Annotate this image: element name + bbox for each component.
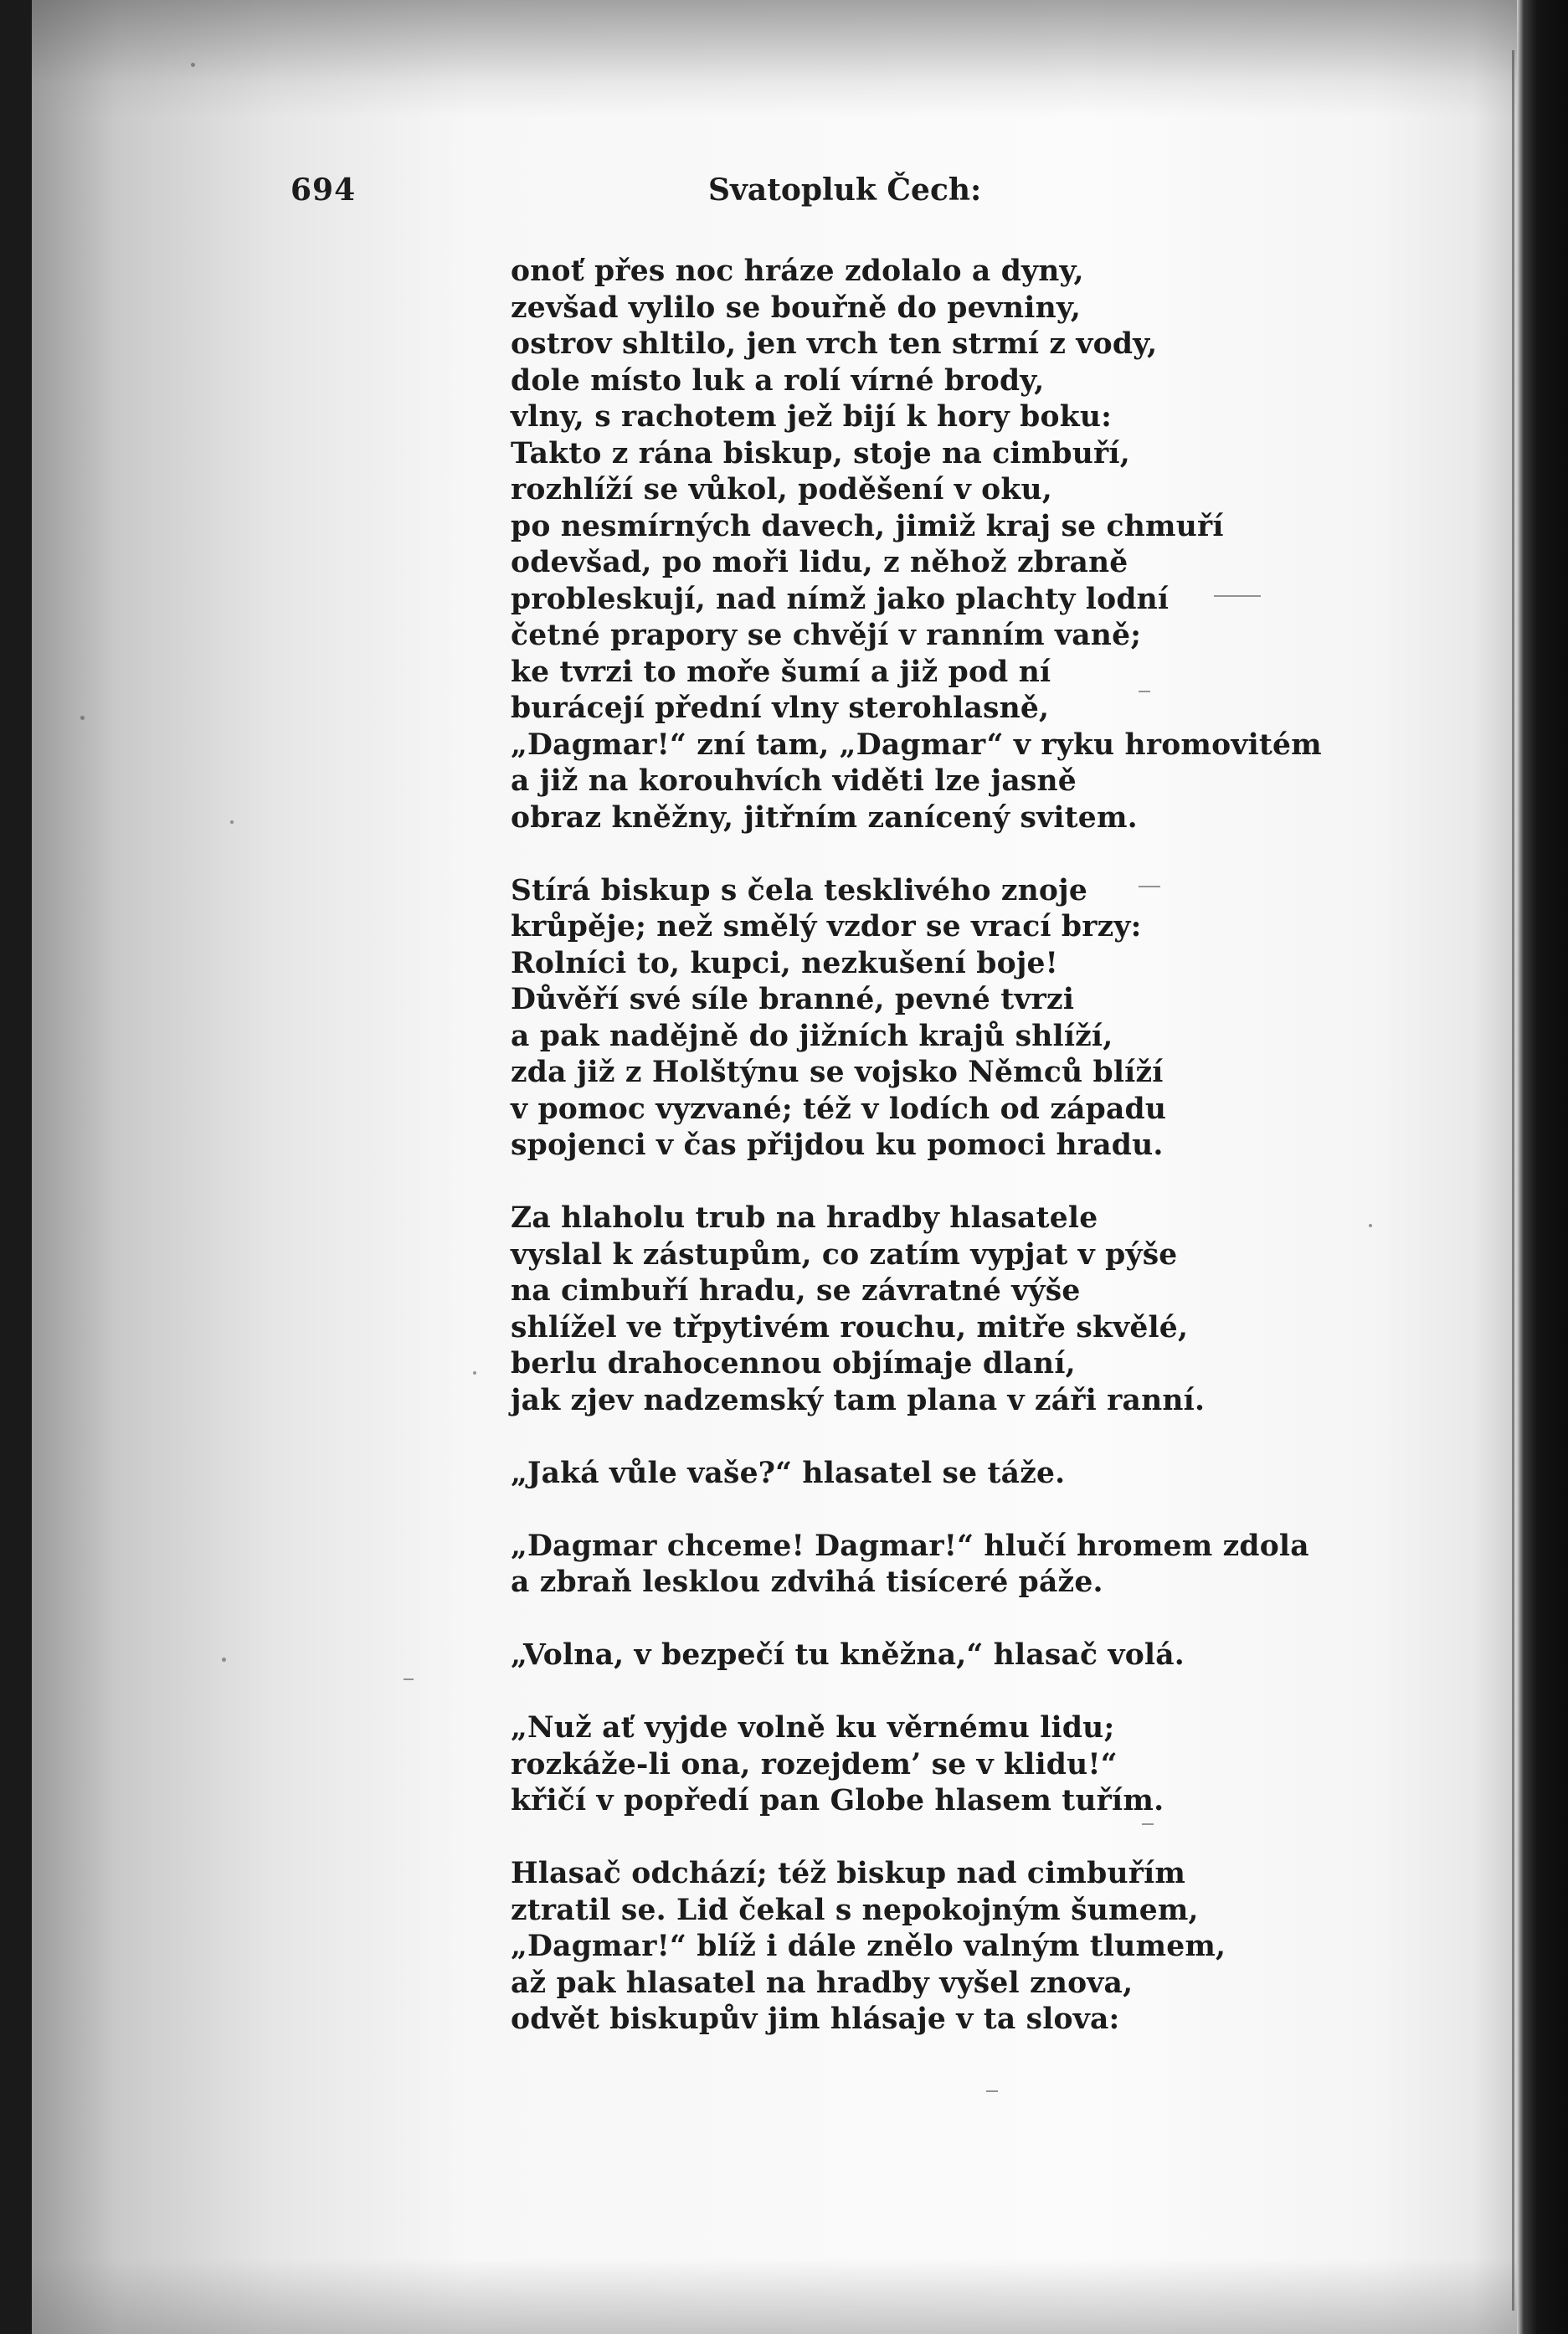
verse-line: „Dagmar!“ blíž i dále znělo valným tlumem, bbox=[511, 1930, 1226, 1963]
page-edge-line bbox=[1512, 50, 1514, 2311]
stanza bbox=[511, 254, 1348, 836]
stanza bbox=[511, 1856, 1348, 2038]
stanza-gap bbox=[511, 1820, 1348, 1857]
verse-line: shlížel ve třpytivém rouchu, mitře skvělé, bbox=[511, 1310, 1189, 1344]
verse-line: četné prapory se chvějí v ranním vaně; bbox=[511, 619, 1142, 652]
stanza bbox=[511, 1456, 1348, 1493]
verse-line: Takto z rána biskup, stoje na cimbuří, bbox=[511, 436, 1130, 470]
scan-shadow-bottom bbox=[0, 2259, 1568, 2334]
verse-line: ztratil se. Lid čekal s nepokojným šumem, bbox=[511, 1893, 1199, 1927]
scan-shadow-top bbox=[0, 0, 1568, 117]
verse-line: a pak nadějně do jižních krajů shlíží, bbox=[511, 1019, 1113, 1053]
speck bbox=[222, 1658, 226, 1662]
verse-line: Za hlaholu trub na hradby hlasatele bbox=[511, 1201, 1098, 1235]
verse-line: „Jaká vůle vaše?“ hlasatel se táže. bbox=[511, 1456, 1066, 1490]
verse-line: odevšad, po moři lidu, z něhož zbraně bbox=[511, 546, 1128, 579]
verse-line: obraz kněžny, jitřním zanícený svitem. bbox=[511, 800, 1138, 835]
verse-line: rozkáže-li ona, rozejdem’ se v klidu!“ bbox=[511, 1747, 1118, 1781]
speck bbox=[473, 1371, 476, 1375]
speck bbox=[404, 1679, 414, 1680]
stanza-gap bbox=[511, 1601, 1348, 1638]
stanza bbox=[511, 1637, 1348, 1674]
verse-line: Hlasač odchází; též biskup nad cimbuřím bbox=[511, 1857, 1186, 1890]
stanza-gap bbox=[511, 1419, 1348, 1456]
running-head: Svatopluk Čech: bbox=[708, 172, 982, 208]
stanza-gap bbox=[511, 1492, 1348, 1529]
stanza bbox=[511, 873, 1348, 1164]
verse-line: burácejí přední vlny sterohlasně, bbox=[511, 691, 1050, 725]
verse-line: v pomoc vyzvané; též v lodích od západu bbox=[511, 1092, 1167, 1126]
speck bbox=[191, 63, 195, 67]
verse-line: ostrov shltilo, jen vrch ten strmí z vody, bbox=[511, 327, 1158, 361]
verse-line: a již na korouhvích viděti lze jasně bbox=[511, 764, 1077, 798]
verse-line: „Dagmar chceme! Dagmar!“ hlučí hromem zdola bbox=[511, 1529, 1309, 1563]
verse-line: zevšad vylilo se bouřně do pevniny, bbox=[511, 290, 1082, 325]
verse-line: probleskují, nad nímž jako plachty lodní bbox=[511, 582, 1170, 616]
stanza bbox=[511, 1529, 1348, 1601]
verse-line: zda již z Holštýnu se vojsko Němců blíží bbox=[511, 1056, 1164, 1089]
stanza-gap bbox=[511, 1674, 1348, 1711]
verse-line: na cimbuří hradu, se závratné výše bbox=[511, 1274, 1081, 1308]
stanza bbox=[511, 1710, 1348, 1820]
stanza-gap bbox=[511, 1164, 1348, 1201]
verse-line: vyslal k zástupům, co zatím vypjat v pýše bbox=[511, 1237, 1178, 1272]
verse-line: až pak hlasatel na hradby vyšel znova, bbox=[511, 1966, 1134, 2000]
verse-line: a zbraň lesklou zdvihá tisíceré páže. bbox=[511, 1565, 1103, 1599]
verse-line: odvět biskupův jim hlásaje v ta slova: bbox=[511, 2002, 1120, 2036]
stanza bbox=[511, 1200, 1348, 1419]
speck bbox=[986, 2090, 998, 2092]
verse-line: berlu drahocennou objímaje dlaní, bbox=[511, 1347, 1076, 1380]
verse-line: vlny, s rachotem jež bijí k hory boku: bbox=[511, 400, 1113, 434]
verse-line: po nesmírných davech, jimiž kraj se chmuří bbox=[511, 509, 1224, 543]
verse-line: Rolníci to, kupci, nezkušení boje! bbox=[511, 946, 1059, 980]
speck bbox=[1369, 1224, 1372, 1227]
verse-line: „Volna, v bezpečí tu kněžna,“ hlasač volá. bbox=[511, 1638, 1185, 1672]
verse-line: křičí v popředí pan Globe hlasem tuřím. bbox=[511, 1784, 1164, 1817]
verse-line: krůpěje; než smělý vzdor se vrací brzy: bbox=[511, 910, 1142, 943]
speck bbox=[230, 820, 234, 824]
verse-line: „Dagmar!“ zní tam, „Dagmar“ v ryku hromovitém bbox=[511, 727, 1322, 762]
verse-line: Stírá biskup s čela tesklivého znoje bbox=[511, 873, 1087, 907]
scan-left-edge bbox=[0, 0, 32, 2334]
poem-text bbox=[511, 254, 1348, 2038]
page-number: 694 bbox=[290, 172, 357, 208]
verse-line: spojenci v čas přijdou ku pomoci hradu. bbox=[511, 1128, 1164, 1162]
verse-line: onoť přes noc hráze zdolalo a dyny, bbox=[511, 254, 1084, 288]
verse-line: Důvěří své síle branné, pevné tvrzi bbox=[511, 983, 1075, 1016]
verse-line: dole místo luk a rolí vírné brody, bbox=[511, 363, 1045, 398]
verse-line: ke tvrzi to moře šumí a již pod ní bbox=[511, 655, 1051, 689]
verse-line: „Nuž ať vyjde volně ku věrnému lidu; bbox=[511, 1711, 1115, 1745]
stanza-gap bbox=[511, 836, 1348, 873]
scan-right-edge bbox=[1517, 0, 1568, 2334]
verse-line: rozhlíží se vůkol, poděšení v oku, bbox=[511, 473, 1052, 506]
verse-line: jak zjev nadzemský tam plana v záři ranní. bbox=[511, 1383, 1206, 1417]
speck bbox=[80, 716, 85, 720]
